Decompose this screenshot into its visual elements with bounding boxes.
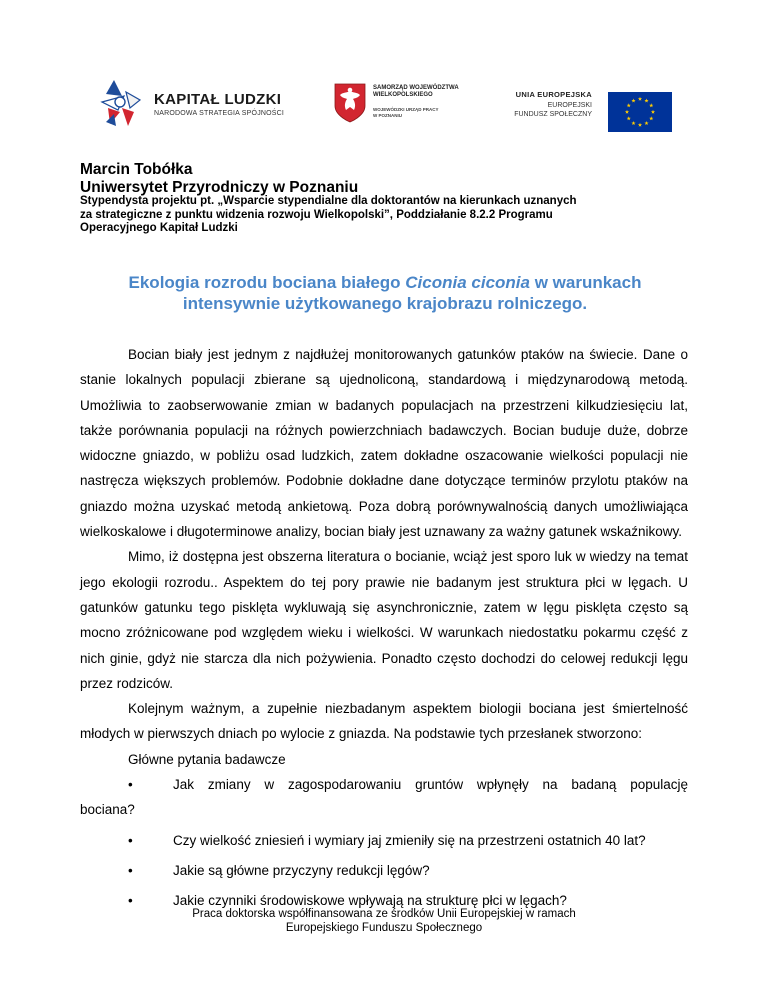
footer-line2: Europejskiego Funduszu Społecznego	[285, 922, 483, 934]
stipend-line: Stypendysta projektu pt. „Wsparcie stypendialne dla doktorantów na kierunkach uznanych	[80, 195, 577, 207]
kapital-ludzki-logo	[100, 78, 310, 130]
university-name: Uniwersytet Przyrodniczy w Poznaniu	[80, 179, 359, 196]
samorzad-logo	[333, 82, 473, 132]
unia-europejska-logo	[492, 84, 672, 134]
document-body	[80, 342, 688, 914]
stipend-line: Operacyjnego Kapitał Ludzki	[80, 222, 238, 234]
paragraph-2: Mimo, iż dostępna jest obszerna literatura o bocianie, wciąż jest sporo luk w wiedzy na temat jego ekologii rozrodu.. Aspektem do tej pory prawie nie badanym jest struktura płci w lęgach. U gatunków gatunku tego pisklęta wykluwają się asynchronicznie, zatem w lęgu pisklęta często są mocno zróżnicowane pod względem wieku i wielkości. W warunkach niedostatku pokarmu część z nich ginie, gdyż nie starcza dla nich pożywienia. Ponadto często dochodzi do celowej redukcji lęgu przez rodziców.	[80, 549, 688, 691]
document-title	[80, 272, 690, 314]
unia-line1: EUROPEJSKI	[547, 102, 592, 109]
title-part2: w warunkach intensywnie użytkowanego krajobrazu rolniczego.	[182, 273, 642, 313]
footer-note	[80, 907, 688, 935]
kapital-ludzki-title: KAPITAŁ LUDZKI	[154, 91, 282, 108]
unia-line2: FUNDUSZ SPOŁECZNY	[514, 111, 592, 118]
kapital-ludzki-emblem-icon	[100, 78, 152, 130]
question-1	[80, 772, 688, 797]
samorzad-line2: WIELKOPOLSKIEGO	[373, 92, 433, 98]
unia-title: UNIA EUROPEJSKA	[515, 90, 592, 99]
stipend-note	[80, 195, 700, 236]
paragraph-1: Bocian biały jest jednym z najdłużej monitorowanych gatunków ptaków na świecie. Dane o stanie lokalnych populacji zbierane są ujednoliconą, standardową i międzynarodową metodą. Umożliwia to zaobserwowanie zmian w badanych populacjach na przestrzeni kilkudziesięciu lat, także porównania populacji na różnych powierzchniach badawczych. Bocian buduje duże, dobrze widoczne gniazdo, w pobliżu osad ludzkich, zatem dokładne oszacowanie wielkości populacji nie nastręcza większych problemów. Podobnie dokładne dane dotyczące terminów przylotu ptaków na gniazdo można uzyskać metodą ankietową. Poza dobrą porównywalnością danych umożliwiająca wielkoskalowe i długoterminowe analizy, bocian biały jest uznawany za ważny gatunek wskaźnikowy.	[80, 347, 688, 540]
question-3	[80, 858, 688, 883]
bullet-icon: •	[128, 777, 133, 793]
question-1-continuation: bociana?	[80, 802, 135, 818]
question-1-text: Jak zmiany w zagospodarowaniu gruntów wpłynęły na badaną populację	[173, 777, 688, 793]
author-name: Marcin Tobółka	[80, 161, 193, 178]
question-2-text: Czy wielkość zniesień i wymiary jaj zmieniły się na przestrzeni ostatnich 40 lat?	[173, 832, 646, 848]
kapital-ludzki-subtitle: NARODOWA STRATEGIA SPÓJNOŚCI	[154, 110, 285, 117]
wielkopolska-eagle-shield-icon	[333, 82, 367, 124]
title-species: Ciconia ciconia	[405, 273, 530, 292]
paragraph-3: Kolejnym ważnym, a zupełnie niezbadanym aspektem biologii bociana jest śmiertelność młodych w pierwszych dniach po wylocie z gniazda. Na podstawie tych przesłanek stworzono:	[80, 701, 688, 742]
questions-heading: Główne pytania badawcze	[128, 751, 286, 767]
question-2	[80, 828, 688, 853]
question-4-text: Jakie czynniki środowiskowe wpływają na strukturę płci w lęgach?	[173, 893, 567, 909]
stipend-line: za strategiczne z punktu widzenia rozwoju Wielkopolski”, Poddziałanie 8.2.2 Programu	[80, 208, 553, 221]
samorzad-line4: W POZNANIU	[373, 112, 402, 118]
bullet-icon: •	[128, 832, 133, 848]
samorzad-line3: WOJEWÓDZKI URZĄD PRACY	[373, 107, 439, 112]
title-part1: Ekologia rozrodu bociana białego	[128, 273, 406, 292]
samorzad-line1: SAMORZĄD WOJEWÓDZTWA	[373, 85, 459, 91]
logo-bar	[0, 78, 768, 138]
eu-flag-icon	[608, 92, 672, 132]
footer-line1: Praca doktorska współfinansowana ze środków Unii Europejskiej w ramach	[192, 908, 576, 920]
question-3-text: Jakie są główne przyczyny redukcji lęgów?	[173, 862, 430, 878]
bullet-icon: •	[128, 893, 133, 909]
author-block	[80, 161, 358, 197]
bullet-icon: •	[128, 862, 133, 878]
